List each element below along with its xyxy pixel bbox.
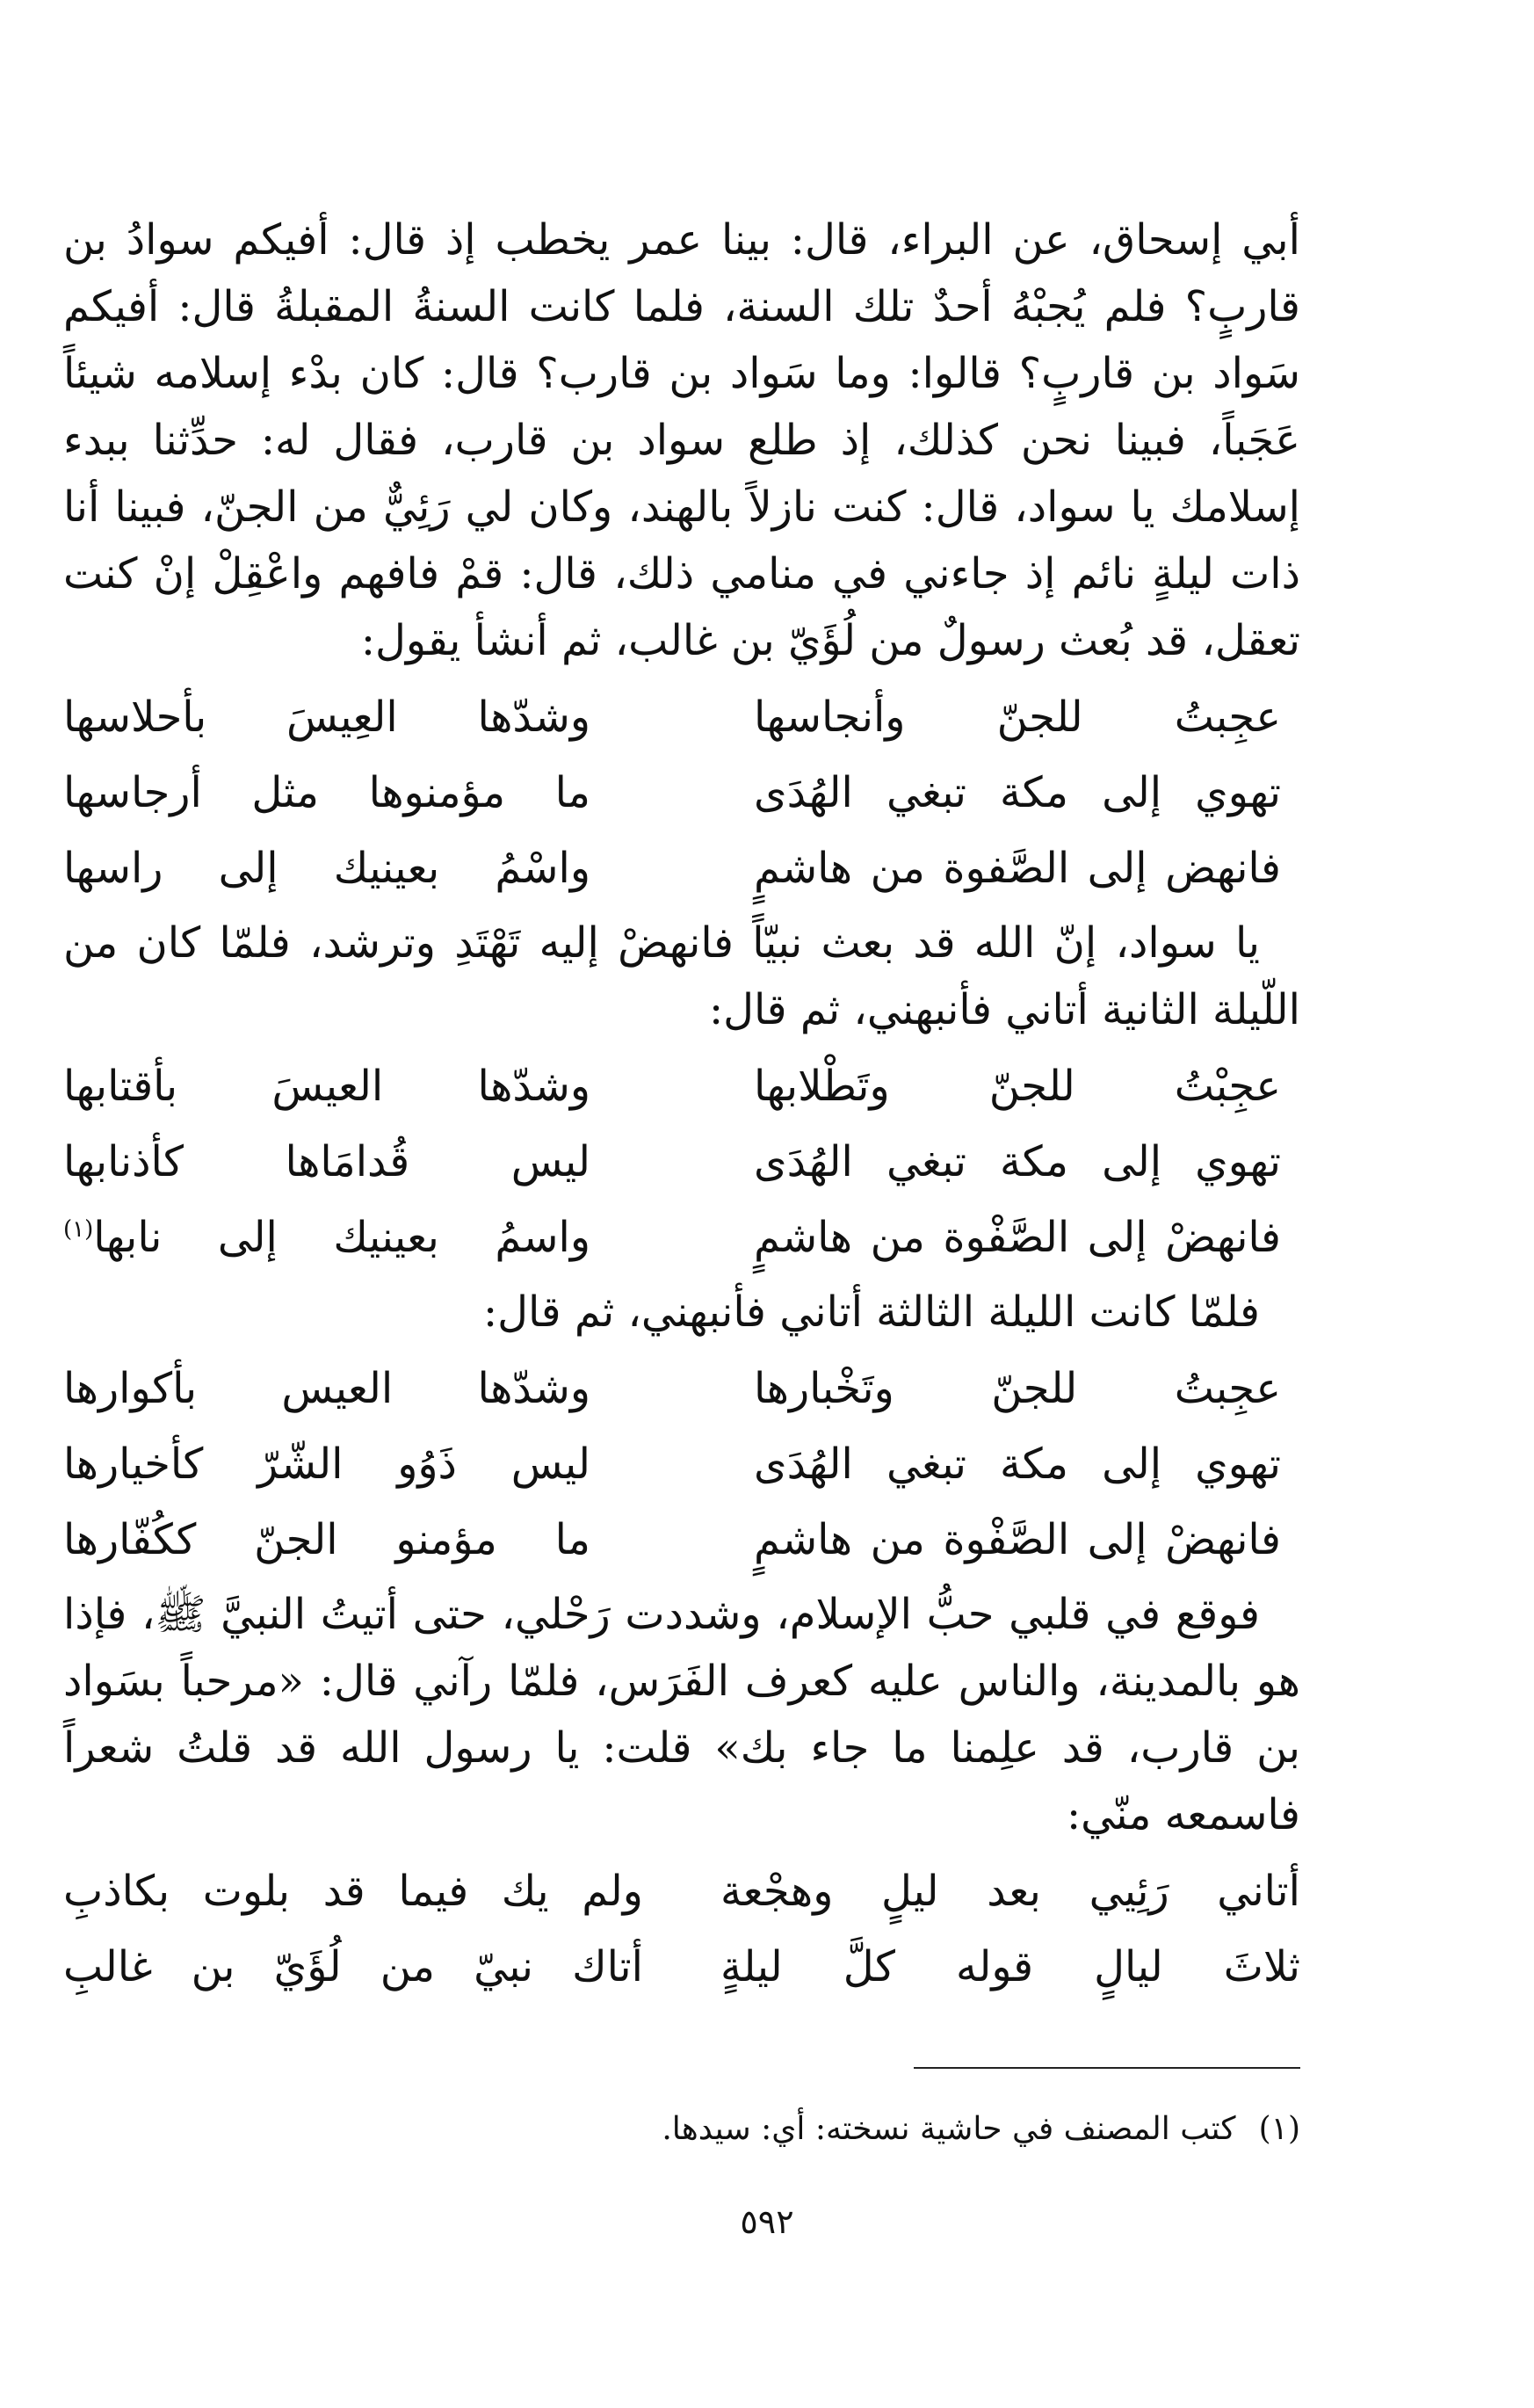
verse-second-hemistich: وشدّها العيسَ بأقتابها bbox=[63, 1062, 590, 1111]
verse-second-hemistich: واسْمُ بعينيك إلى راسها bbox=[63, 844, 590, 893]
poem-2 bbox=[63, 1048, 1300, 1275]
page-number: ٥٩٢ bbox=[740, 2202, 794, 2241]
verse-line bbox=[63, 1426, 1300, 1502]
verse-second-hemistich-with-footnote bbox=[63, 1200, 590, 1275]
verse-second-hemistich: ما مؤمنو الجنّ ككُفّارها bbox=[63, 1515, 590, 1564]
verse-first-hemistich: فانهضْ إلى الصَّفْوة من هاشمٍ bbox=[754, 1213, 1281, 1262]
footnote-reference: (١) bbox=[63, 1216, 94, 1243]
verse-line bbox=[63, 1351, 1300, 1426]
verse-line bbox=[63, 1124, 1300, 1200]
verse-first-hemistich: عجِبتُ للجنّ وتَخْبارها bbox=[754, 1364, 1281, 1413]
verse-first-hemistich: عجِبْتُ للجنّ وتَطْلابها bbox=[754, 1062, 1281, 1111]
verse-line bbox=[63, 1200, 1300, 1275]
paragraph-1: أبي إسحاق، عن البراء، قال: بينا عمر يخطب إذ قال: أفيكم سوادُ بن قاربٍ؟ فلم يُجبْهُ أحدٌ تلك السنة، فلما كانت السنةُ المقبلةُ قال: أفيكم سَواد بن قاربٍ؟ قالوا: وما سَواد بن قارب؟ قال: كان بدْء إسلامه شيئاً عَجَباً، فبينا نحن كذلك، إذ طلع سواد بن قارب، فقال له: حدِّثنا ببدء إسلامك يا سواد، قال: كنت نازلاً بالهند، وكان لي رَئِيٌّ من الجنّ، فبينا أنا ذات ليلةٍ نائم إذ جاءني في منامي ذلك، قال: قمْ فافهم واعْقِلْ إنْ كنت تعقل، قد بُعث رسولٌ من لُؤَيّ بن غالب، ثم أنشأ يقول: bbox=[63, 215, 1301, 665]
verse-line bbox=[63, 755, 1300, 830]
verse-line bbox=[63, 830, 1300, 906]
verse-line bbox=[63, 1929, 1300, 2005]
verse-line bbox=[63, 1502, 1300, 1578]
footnote bbox=[63, 2105, 1300, 2154]
poem-1 bbox=[63, 679, 1300, 906]
verse-line bbox=[63, 1048, 1300, 1124]
footnote-separator-line bbox=[914, 2067, 1300, 2069]
verse-first-hemistich: أتاني رَئِيي بعد ليلٍ وهجْعة bbox=[720, 1867, 1300, 1916]
verse-second-hemistich: ليس قُدامَاها كأذنابها bbox=[63, 1137, 590, 1186]
verse-line bbox=[63, 679, 1300, 755]
verse-first-hemistich: تهوي إلى مكة تبغي الهُدَى bbox=[754, 1137, 1281, 1186]
footnote-number: (١) bbox=[1258, 2111, 1300, 2147]
footnote-text: كتب المصنف في حاشية نسخته: أي: سيدها. bbox=[662, 2111, 1236, 2147]
verse-first-hemistich: تهوي إلى مكة تبغي الهُدَى bbox=[754, 1440, 1281, 1489]
main-text bbox=[63, 207, 1300, 2008]
verse-second-hemistich: ولم يك فيما قد بلوت بكاذبِ bbox=[63, 1867, 643, 1916]
verse-first-hemistich: ثلاثَ ليالٍ قوله كلَّ ليلةٍ bbox=[720, 1942, 1300, 1991]
verse-line bbox=[63, 1853, 1300, 1929]
verse-first-hemistich: عجِبتُ للجنّ وأنجاسها bbox=[754, 693, 1281, 742]
verse-second-hemistich: ليس ذَوُو الشّرّ كأخيارها bbox=[63, 1440, 590, 1489]
verse-second-hemistich: ما مؤمنوها مثل أرجاسها bbox=[63, 768, 590, 817]
paragraph-2: يا سواد، إنّ الله قد بعث نبيّاً فانهضْ إليه تَهْتَدِ وترشد، فلمّا كان من اللّيلة الثانية أتاني فأنبهني، ثم قال: bbox=[63, 918, 1300, 1034]
verse-first-hemistich: تهوي إلى مكة تبغي الهُدَى bbox=[754, 768, 1281, 817]
poem-3 bbox=[63, 1351, 1300, 1578]
paragraph-4: فوقع في قلبي حبُّ الإسلام، وشددت رَحْلي، حتى أتيتُ النبيَّ ﷺ، فإذا هو بالمدينة، والناس عليه كعرف الفَرَس، فلمّا رآني قال: «مرحباً بسَواد بن قارب، قد علِمنا ما جاء بك» قلت: يا رسول الله قد قلتُ شعراً فاسمعه منّي: bbox=[63, 1590, 1300, 1839]
paragraph-3: فلمّا كانت الليلة الثالثة أتاني فأنبهني، ثم قال: bbox=[483, 1287, 1260, 1337]
verse-second-hemistich: واسمُ بعينيك إلى نابها bbox=[93, 1213, 590, 1262]
verse-first-hemistich: فانهض إلى الصَّفوة من هاشمٍ bbox=[754, 844, 1281, 893]
verse-second-hemistich: وشدّها العيس بأكوارها bbox=[63, 1364, 590, 1413]
verse-second-hemistich: أتاك نبيّ من لُؤَيّ بن غالبِ bbox=[63, 1942, 643, 1991]
verse-second-hemistich: وشدّها العِيسَ بأحلاسها bbox=[63, 693, 590, 742]
poem-4 bbox=[63, 1853, 1300, 2005]
verse-first-hemistich: فانهضْ إلى الصَّفْوة من هاشمٍ bbox=[754, 1515, 1281, 1564]
